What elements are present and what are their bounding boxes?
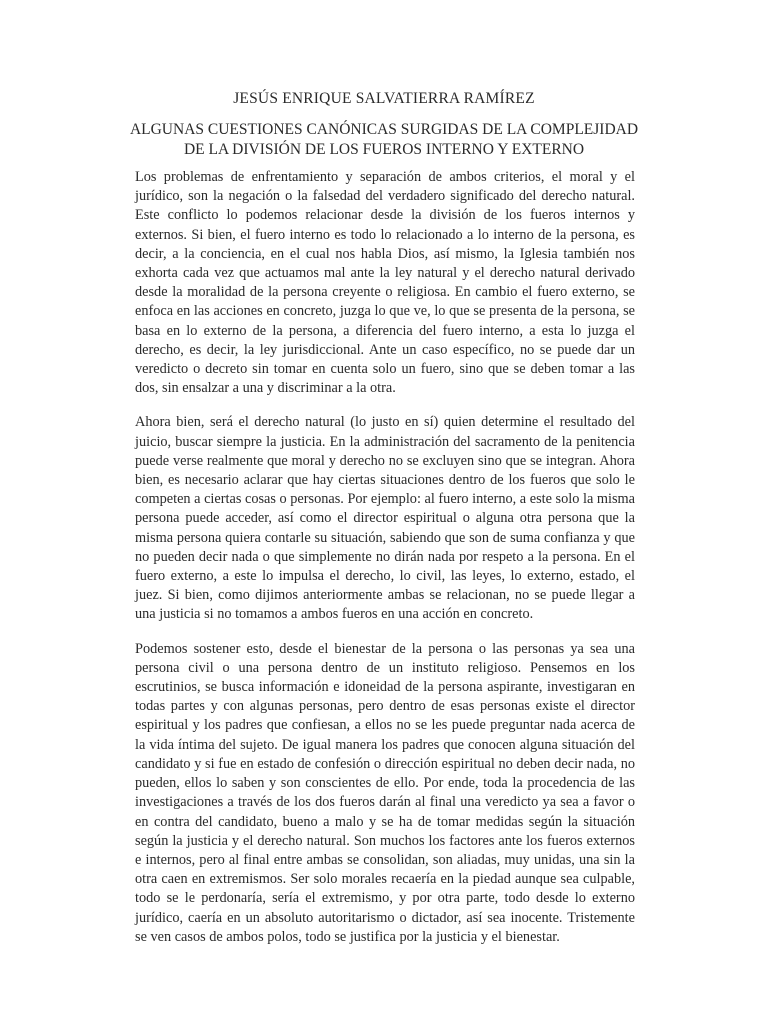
paragraph-1: Los problemas de enfrentamiento y separación de ambos criterios, el moral y el jurídico, son la negación o la falsedad del verdadero significado del derecho natural. Este conflicto lo podemos relacionar desde la división de los fueros internos y externos. Si bien, el fuero interno es todo lo relacionado a lo interno de la persona, es decir, a la conciencia, en el cual nos habla Dios, así mismo, la Iglesia también nos exhorta cada vez que actuamos mal ante la ley natural y el derecho natural derivado desde la moralidad de la persona creyente o religiosa. En cambio el fuero externo, se enfoca en las acciones en concreto, juzga lo que ve, lo que se presenta de la persona, se basa en lo externo de la persona, a diferencia del fuero interno, a esta lo juzga el derecho, es decir, la ley jurisdiccional. Ante un caso específico, no se puede dar un veredicto o decreto sin tomar en cuenta solo un fuero, sino que se deben tomar a las dos, sin ensalzar a una y discriminar a la otra. (135, 169, 635, 397)
document-body (135, 168, 635, 962)
paragraph-3: Podemos sostener esto, desde el bienestar de la persona o las personas ya sea una persona civil o una persona dentro de un instituto religioso. Pensemos en los escrutinios, se busca información e idoneidad de la persona aspirante, investigaran en todas partes y con algunas personas, pero dentro de esas personas existe el director espiritual y los padres que confiesan, a ellos no se les puede preguntar nada acerca de la vida íntima del sujeto. De igual manera los padres que conocen alguna situación del candidato y si fue en estado de confesión o dirección espiritual no deben decir nada, no pueden, ellos lo saben y son conscientes de ello. Por ende, toda la procedencia de las investigaciones a través de los dos fueros darán al final una veredicto ya sea a favor o en contra del candidato, bueno a malo y se ha de tomar medidas según la situación según la justicia y el derecho natural. Son muchos los factores ante los fueros externos e internos, pero al final entre ambas se consolidan, son aliadas, muy unidas, una sin la otra caen en extremismos. Ser solo morales recaería en la piedad aunque sea culpable, todo se le perdonaría, sería el extremismo, y por otra parte, todo desde lo externo jurídico, caería en un absoluto autoritarismo o dictador, así sea inocente. Tristemente se ven casos de ambos polos, todo se justifica por la justicia y el bienestar. (135, 640, 635, 945)
document-title: ALGUNAS CUESTIONES CANÓNICAS SURGIDAS DE LA COMPLEJIDAD DE LA DIVISIÓN DE LOS FUEROS INTERNO Y EXTERNO (129, 121, 639, 158)
author-name: JESÚS ENRIQUE SALVATIERRA RAMÍREZ (233, 90, 535, 107)
paragraph-2: Ahora bien, será el derecho natural (lo justo en sí) quien determine el resultado del juicio, buscar siempre la justicia. En la administración del sacramento de la penitencia puede verse realmente que moral y derecho no se excluyen sino que se integran. Ahora bien, es necesario aclarar que hay ciertas situaciones dentro de los fueros que solo le competen a ciertas cosas o personas. Por ejemplo: al fuero interno, a este solo la misma persona puede acceder, así como el director espiritual o alguna otra persona que la misma persona quiera contarle su situación, sabiendo que son de suma confianza y que no pueden decir nada o que simplemente no dirán nada por respeto a la persona. En el fuero externo, a este lo impulsa el derecho, lo civil, las leyes, lo externo, estado, el juez. Si bien, como dijimos anteriormente ambas se relacionan, no se puede llegar a una justicia si no tomamos a ambos fueros en una acción en concreto. (135, 414, 635, 623)
